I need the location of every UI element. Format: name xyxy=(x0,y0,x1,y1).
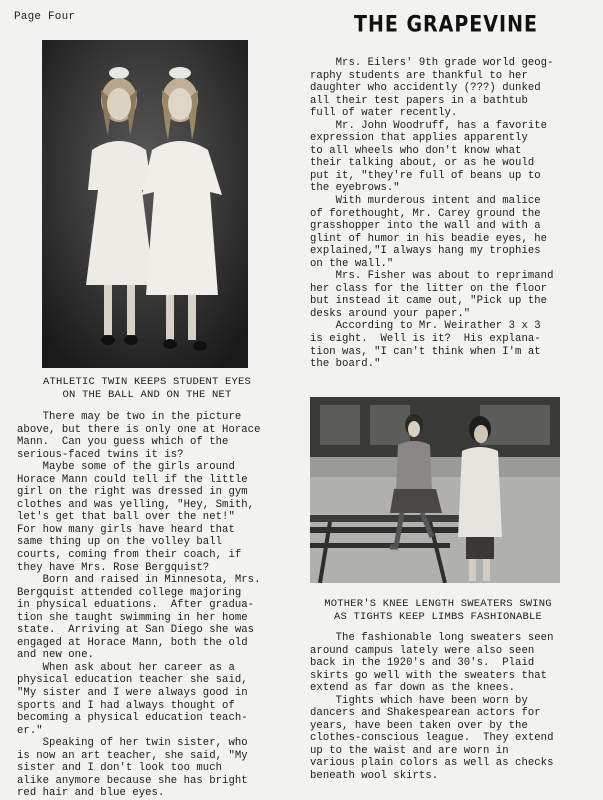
text-line: and new one. xyxy=(17,649,94,662)
page-label: Page Four xyxy=(14,11,76,23)
text-line: is eight. Well is it? His explana- xyxy=(310,333,541,346)
text-line: Mrs. Fisher was about to reprimand xyxy=(310,270,554,283)
text-line: put it, "they're full of beans up to xyxy=(310,169,541,182)
text-line: physical education teacher she said, xyxy=(17,674,248,687)
twins-caption-line-2: ON THE BALL AND ON THE NET xyxy=(62,388,232,401)
text-line: desks around your paper." xyxy=(310,307,471,320)
text-line: of forethought, Mr. Carey ground the xyxy=(310,207,541,220)
text-line: There may be two in the picture xyxy=(17,411,242,423)
text-line: "My sister and I were always good in xyxy=(17,687,248,700)
twins-caption xyxy=(20,376,274,401)
text-line: they have Mrs. Rose Bergquist? xyxy=(17,561,210,574)
text-line: is now an art teacher, she said, "My xyxy=(17,749,248,762)
text-line: Tights which have been worn by xyxy=(310,694,528,707)
twins-caption-line-1: ATHLETIC TWIN KEEPS STUDENT EYES xyxy=(42,376,252,388)
text-line: but instead it came out, "Pick up the xyxy=(310,295,548,308)
text-line: serious-faced twins it is? xyxy=(17,448,184,461)
sweaters-caption-line-2: AS TIGHTS KEEP LIMBS FASHIONABLE xyxy=(333,610,543,623)
text-line: years, have been taken over by the xyxy=(310,719,528,732)
text-line: sports and I had always thought of xyxy=(17,699,235,712)
column-left-article xyxy=(17,411,297,800)
text-line: According to Mr. Weirather 3 x 3 xyxy=(310,320,541,333)
text-line: up to the waist and are worn in xyxy=(310,744,509,757)
text-line: explained,"I always hang my trophies xyxy=(310,245,541,258)
sweaters-caption-line-1: MOTHER'S KNEE LENGTH SWEATERS SWING xyxy=(324,598,552,610)
text-line: the board." xyxy=(310,358,381,371)
masthead-title: THE GRAPEVINE xyxy=(354,12,538,38)
text-line: grasshopper into the wall and with a xyxy=(310,220,541,233)
text-line: on the wall." xyxy=(310,257,394,270)
text-line: becoming a physical education teach- xyxy=(17,712,248,725)
text-line: The fashionable long sweaters seen xyxy=(310,632,554,644)
text-line: alike anymore because she has bright xyxy=(17,774,248,787)
text-line: around campus lately were also seen xyxy=(310,644,535,657)
sweaters-caption xyxy=(304,598,572,623)
text-line: full of water recently. xyxy=(310,107,458,120)
text-line: expression that applies apparently xyxy=(310,132,528,145)
text-line: girl on the right was dressed in gym xyxy=(17,486,248,499)
text-line: their talking about, or as he would xyxy=(310,157,535,170)
twins-photo xyxy=(42,40,248,368)
text-line: Mrs. Eilers' 9th grade world geog- xyxy=(310,57,554,69)
text-line: tion she taught swimming in her home xyxy=(17,611,248,624)
text-line: With murderous intent and malice xyxy=(310,195,541,208)
text-line: Speaking of her twin sister, who xyxy=(17,737,248,750)
text-line: her class for the litter on the floor xyxy=(310,282,548,295)
text-line: let's get that ball over the net!" xyxy=(17,511,235,524)
text-line: glint of humor in his beadie eyes, he xyxy=(310,232,548,245)
text-line: same thing up on the volley ball xyxy=(17,536,223,549)
text-line: state. Arriving at San Diego she was xyxy=(17,624,255,637)
text-line: clothes and was yelling, "Hey, Smith, xyxy=(17,498,255,511)
text-line: beneath wool skirts. xyxy=(310,770,439,783)
text-line: red hair and blue eyes. xyxy=(17,787,165,800)
text-line: in physical eduations. After gradua- xyxy=(17,599,255,612)
text-line: dancers and Shakespearean actors for xyxy=(310,707,541,720)
text-line: er." xyxy=(17,724,43,737)
text-line: Bergquist attended college majoring xyxy=(17,586,242,599)
text-line: back in the 1920's and 30's. Plaid xyxy=(310,657,535,670)
text-line: raphy students are thankful to her xyxy=(310,69,528,82)
text-line: When ask about her career as a xyxy=(17,661,235,674)
text-line: Born and raised in Minnesota, Mrs. xyxy=(17,574,261,587)
column-right-top xyxy=(310,57,590,371)
photo-icon xyxy=(310,397,560,583)
text-line: Horace Mann could tell if the little xyxy=(17,473,248,486)
text-line: various plain colors as well as checks xyxy=(310,757,554,770)
sweaters-photo xyxy=(310,397,560,583)
text-line: courts, coming from their coach, if xyxy=(17,549,242,562)
text-line: Maybe some of the girls around xyxy=(17,461,235,474)
text-line: extend as far down as the knees. xyxy=(310,682,516,695)
text-line: daughter who accidently (???) dunked xyxy=(310,82,541,95)
text-line: all their test papers in a bathtub xyxy=(310,94,528,107)
text-line: engaged at Horace Mann, both the old xyxy=(17,636,248,649)
text-line: tion was, "I can't think when I'm at xyxy=(310,345,541,358)
text-line: sister and I don't look too much xyxy=(17,762,223,775)
column-right-bottom xyxy=(310,632,590,783)
photo-icon xyxy=(42,40,248,368)
text-line: above, but there is only one at Horace xyxy=(17,423,261,436)
text-line: skirts go well with the sweaters that xyxy=(310,669,548,682)
text-line: the eyebrows." xyxy=(310,182,400,195)
text-line: to all wheels who don't know what xyxy=(310,144,522,157)
text-line: For how many girls have heard that xyxy=(17,523,235,536)
text-line: clothes-conscious league. They extend xyxy=(310,732,554,745)
text-line: Mr. John Woodruff, has a favorite xyxy=(310,119,548,132)
text-line: Mann. Can you guess which of the xyxy=(17,436,229,449)
